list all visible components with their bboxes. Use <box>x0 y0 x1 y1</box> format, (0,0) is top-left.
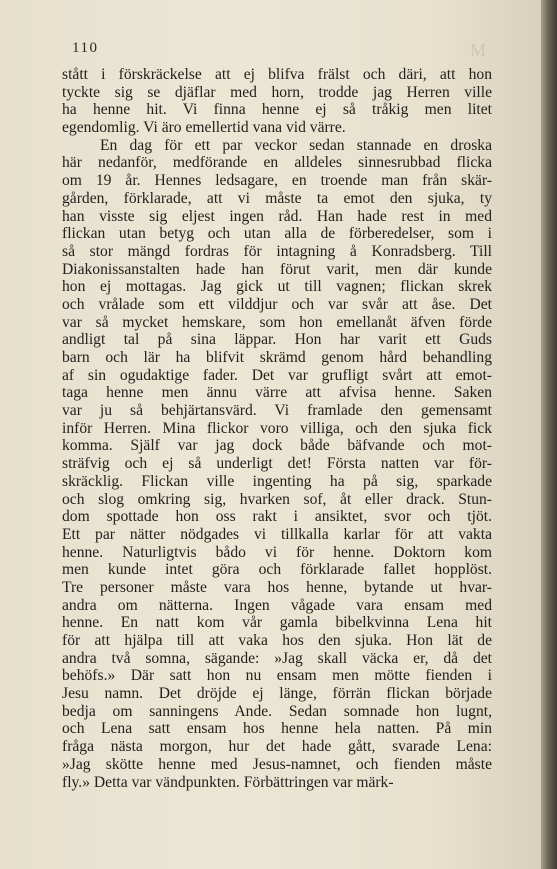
text-line: flickan utan betyg och utan alla de förberedelser, som i <box>62 225 492 243</box>
text-line: han visste sig eljest ingen råd. Han hade rest in med <box>62 207 492 225</box>
text-line: här nedanför, medförande en alldeles sinnesrubbad flicka <box>62 154 492 172</box>
text-line: var ju så behjärtansvärd. Vi framlade den gemensamt <box>62 402 492 420</box>
text-line: egendomlig. Vi äro emellertid vana vid värre. <box>62 119 346 137</box>
text-line: dom spottade hon oss rakt i ansiktet, svor och tjöt. <box>62 508 492 526</box>
text-line: sträfvig och ej så underligt det! Första natten var för- <box>62 455 492 473</box>
text-line: barn och lär ha blifvit skrämd genom hård behandling <box>62 349 492 366</box>
text-line: hon ej mottagas. Jag gick ut till vagnen; flickan skrek <box>62 278 492 296</box>
text-line: Tre personer måste vara hos henne, bytande ut hvar- <box>62 578 492 596</box>
text-line: »Jag skötte henne med Jesus-namnet, och fienden måste <box>62 755 492 773</box>
text-line: så stor mängd fordras för intagning å Konradsberg. Till <box>62 242 492 260</box>
text-line: stått i förskräckelse att ej blifva frälst och däri, att hon <box>62 66 492 83</box>
text-line: Jesu namn. Det dröjde ej länge, förrän flickan började <box>62 685 492 703</box>
text-line: inför Herren. Mina flickor voro villiga, och den sjuka fick <box>62 419 492 437</box>
text-line: andra om nätterna. Ingen vågade vara ensam med <box>62 596 492 614</box>
text-line: henne. Naturligtvis bådo vi för henne. Doktorn kom <box>62 543 492 561</box>
text-line: skräcklig. Flickan ville ingenting ha på sig, sparkade <box>62 472 492 490</box>
text-line: henne. En natt kom vår gamla bibelkvinna Lena hit <box>62 614 492 632</box>
text-line: behöfs.» Där satt hon nu ensam men mötte fienden i <box>62 667 492 685</box>
book-spine-shadow <box>541 0 557 869</box>
bleed-through-text: M <box>470 40 489 60</box>
text-line: tyckte sig se djäflar med horn, trodde jag Herren ville <box>62 83 492 101</box>
text-line: taga henne men ännu värre att afvisa henne. Saken <box>62 384 492 402</box>
text-line: gården, förklarade, att vi måste ta emot den sjuka, ty <box>62 189 492 207</box>
text-line: Diakonissanstalten hade han förut varit, men där kunde <box>62 260 492 278</box>
text-line: ha henne hit. Vi finna henne ej så tråkig men litet <box>62 101 492 119</box>
text-line: och Lena satt ensam hos henne hela natten. På min <box>62 720 492 738</box>
text-line: komma. Själf var jag dock både bäfvande och mot- <box>62 437 492 455</box>
text-line: och slog omkring sig, hvarken sof, åt eller drack. Stun- <box>62 490 492 508</box>
text-line: bedja om sanningens Ande. Sedan somnade hon lugnt, <box>62 702 492 720</box>
page-number: 110 <box>72 40 99 56</box>
text-line: af sin ogudaktige fader. Det var grufligt svårt att emot- <box>62 366 492 384</box>
text-line: om 19 år. Hennes ledsagare, en troende man från skär- <box>62 172 492 190</box>
text-line: för att hjälpa till att vaka hos den sjuka. Hon lät de <box>62 632 492 649</box>
text-line: andligt tal på sina läppar. Hon har varit ett Guds <box>62 331 492 349</box>
text-line: En dag för ett par veckor sedan stannade en droska <box>100 136 492 154</box>
text-line: andra två somna, sägande: »Jag skall väcka er, då det <box>62 649 492 667</box>
text-line: fråga nästa morgon, hur det hade gått, svarade Lena: <box>62 738 492 756</box>
text-line: Ett par nätter nödgades vi tillkalla karlar för att vakta <box>62 525 492 543</box>
text-line: var så mycket hemskare, som hon emellanåt äfven förde <box>62 313 492 331</box>
text-line: fly.» Detta var vändpunkten. Förbättringen var märk- <box>62 773 394 791</box>
text-line: men kunde intet göra och förklarade fallet hopplöst. <box>62 561 492 579</box>
text-line: och vrålade som ett vilddjur och var svår att åse. Det <box>62 295 492 313</box>
body-text <box>62 66 492 791</box>
